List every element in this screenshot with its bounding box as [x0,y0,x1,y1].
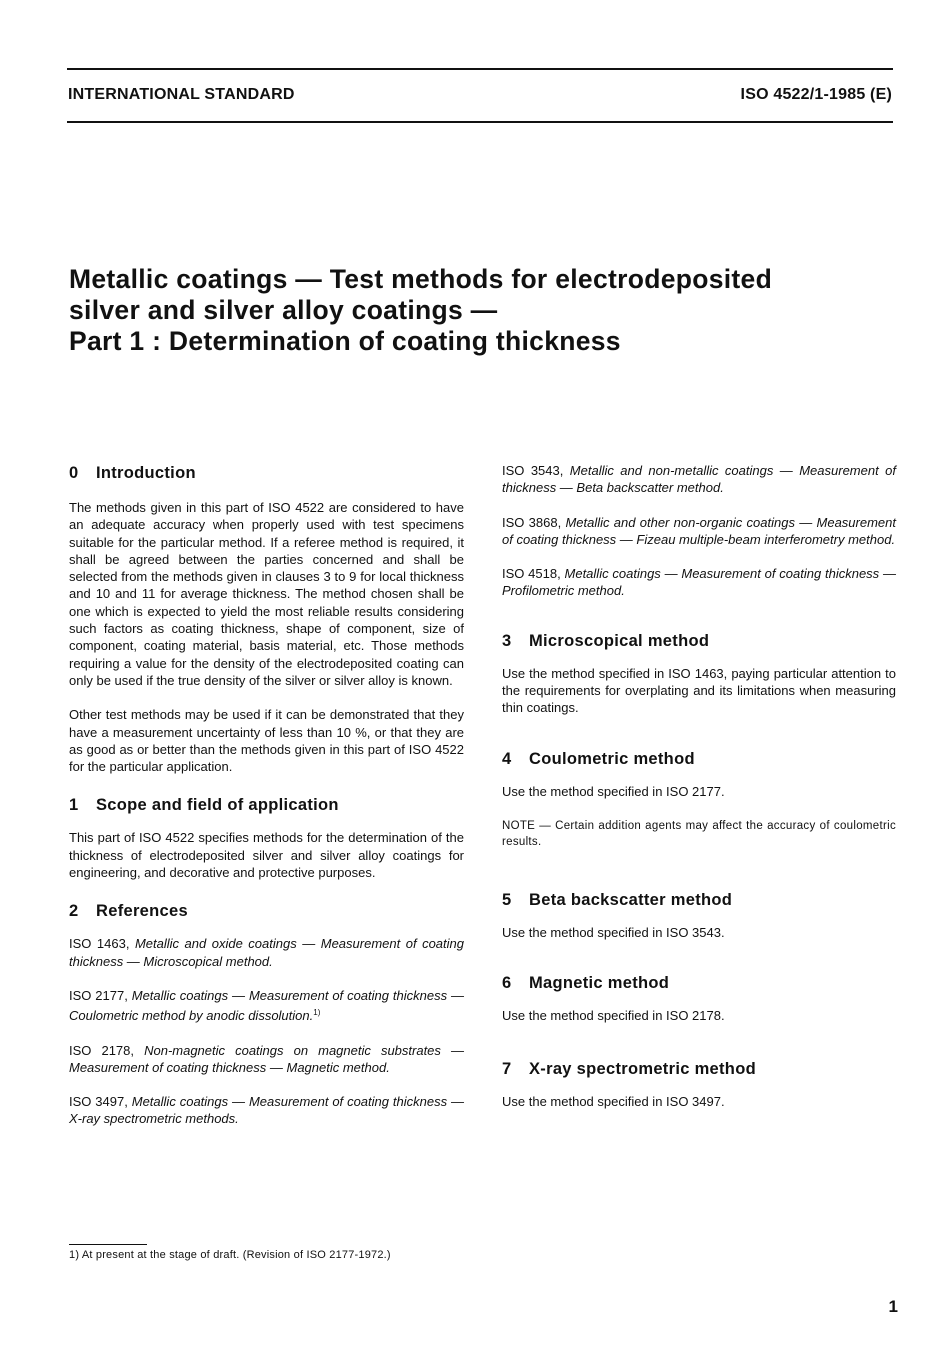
beta-backscatter-paragraph: Use the method specified in ISO 3543. [502,924,725,940]
section-3-heading: 3 Microscopical method [502,631,710,650]
reference-iso-3868: ISO 3868, Metallic and other non-organic coatings — Measurement of coating thickness — Fizeau multiple-beam interferometry method. [502,514,896,547]
section-1-heading: 1 Scope and field of application [69,796,339,815]
page-number: 1 [888,1297,898,1316]
title-line-3: Part 1 : Determination of coating thickness [69,326,621,356]
reference-iso-1463: ISO 1463, Metallic and oxide coatings — Measurement of coating thickness — Microscopical method. [69,936,464,969]
magnetic-paragraph: Use the method specified in ISO 2178. [502,1008,725,1024]
reference-iso-2177: ISO 2177, Metallic coatings — Measurement of coating thickness — Coulometric method by anodic dissolution.$^{1)}$ [69,987,464,1024]
section-6-heading: 6 Magnetic method [502,974,670,993]
section-0-heading: 0 Introduction [69,464,196,482]
footnote-marker: 1) [313,1008,321,1018]
coulometric-paragraph: Use the method specified in ISO 2177. [502,783,725,799]
header-bottom-rule [67,121,893,123]
introduction-paragraph-2: Other test methods may be used if it can be demonstrated that they have a measurement uncertainty of less than 10 %, or that they are as good as or better than the methods given in this part of ISO 4522 for the particular application. [69,707,464,775]
section-7-heading: 7 X-ray spectrometric method [502,1059,756,1078]
reference-iso-3497: ISO 3497, Metallic coatings — Measurement of coating thickness — X-ray spectrometric methods. [69,1094,464,1127]
coulometric-note: NOTE — Certain addition agents may affect the accuracy of coulometric results. [502,819,896,848]
section-5-heading: 5 Beta backscatter method [502,890,733,909]
standard-number: ISO 4522/1-1985 (E) [740,86,892,103]
document-type-label: INTERNATIONAL STANDARD [68,86,295,103]
reference-iso-4518: ISO 4518, Metallic coatings — Measurement of coating thickness — Profilometric method. [502,566,896,599]
x-ray-paragraph: Use the method specified in ISO 3497. [502,1093,725,1109]
page-title [69,264,899,357]
title-line-2: silver and silver alloy coatings — [69,295,498,325]
section-4-heading: 4 Coulometric method [502,749,695,768]
microscopical-paragraph: Use the method specified in ISO 1463, paying particular attention to the requirements for overplating and its limitations when measuring thin coatings. [502,665,896,716]
section-2-heading: 2 References [69,902,188,921]
right-column [502,462,896,1110]
title-line-1: Metallic coatings — Test methods for electrodeposited [69,264,773,294]
left-column [69,462,464,1128]
footnote: 1) At present at the stage of draft. (Revision of ISO 2177-1972.) [69,1249,391,1261]
footnote-rule [69,1244,147,1245]
introduction-paragraph-1: The methods given in this part of ISO 4522 are considered to have an adequate accuracy when properly used with test specimens suitable for the particular method. If a referee method is required, it shall be agreed between the parties concerned and shall be selected from the methods given in clauses 3 to 9 for local thickness and 10 and 11 for average thickness. The method chosen shall be one which is expected to yield the most reliable results considering such factors as coating thickness, shape of component, size of component, coating material, basis material, etc. Those methods requiring a value for the density of the electrodeposited coating can only be used if the true density of the silver or silver alloy is known. [69,500,464,688]
reference-iso-2178: ISO 2178, Non-magnetic coatings on magnetic substrates — Measurement of coating thickness — Magnetic method. [69,1042,464,1075]
header-top-rule [67,68,893,70]
reference-iso-3543: ISO 3543, Metallic and non-metallic coatings — Measurement of thickness — Beta backscatter method. [502,463,896,496]
scope-paragraph: This part of ISO 4522 specifies methods for the determination of the thickness of electrodeposited silver and silver alloy coatings for engineering, and decorative and protective purposes. [69,830,464,881]
